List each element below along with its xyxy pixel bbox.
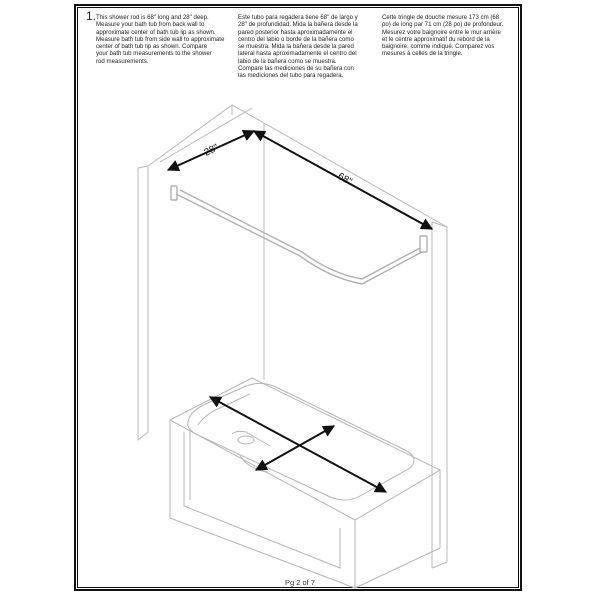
shower-rod [171, 186, 427, 284]
tub-depth-arrow [256, 426, 334, 470]
bathtub [170, 378, 440, 588]
step-number: 1. [86, 9, 97, 23]
page-number: Pg 2 of 7 [284, 578, 316, 587]
tub-length-arrow [210, 397, 386, 492]
instructions-english-text: This shower rod is 68" long and 28" deep. Measure your bath tub from back wall to approximate center of bath tub lip as shown. Measure bath tub from side wall to approximate center of bath tub lip as shown. Compare your bath tub measurements to the shower rod measurements. [96, 14, 225, 65]
instructions-spanish-text: Este tubo para regadera tiene 68" de largo y 28" de profundidad. Mida la bañera desde la pared posterior hasta aproximadamente el centro del labio o borde de la bañera como se muestra. Mida la bañera desde la pared lateral hasta aproximadamente el centro del labio de la bañera como se muestra. Compare las mediciones de su bañera con las mediciones del tubo para regadera. [238, 14, 358, 80]
tub-dimension-arrows [210, 397, 386, 492]
length-label: 68" [335, 171, 354, 188]
instructions-french-text: Cette tringle de douche mesure 173 cm (68 po) de long par 71 cm (28 po) de profondeur. Mesurez votre baignoire entre le mur arrière et le centre approximatif du rebord de la baignoire, comme indiqué. Comparez vos mesures à celles de la tringle. [382, 14, 504, 58]
depth-label: 28" [202, 142, 221, 159]
